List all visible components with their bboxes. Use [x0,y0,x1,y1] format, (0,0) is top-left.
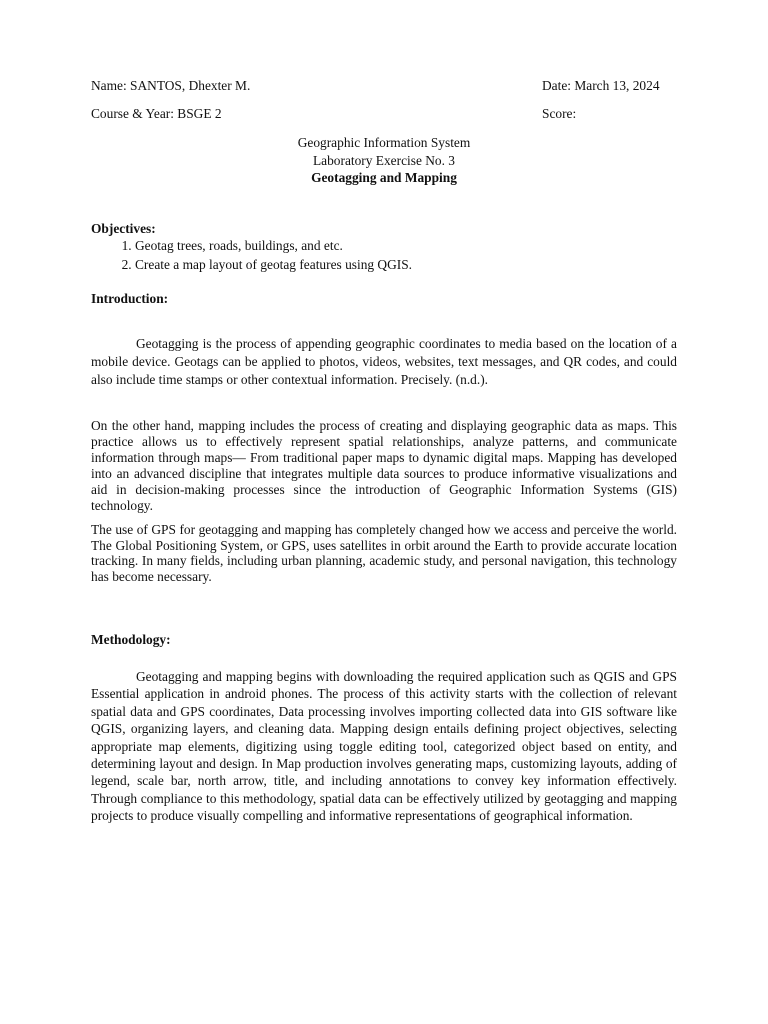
objectives-list [91,236,695,274]
exercise-date: Date: March 13, 2024 [542,78,660,93]
methodology-paragraph: Geotagging and mapping begins with downloading the required application such as QGIS and GPS Essential application in android phones. The process of this activity starts with the collection of relevant spatial data and GPS coordinates, Data processing involves importing collected data into GIS software like QGIS, organizing layers, and cleaning data. Mapping design entails defining project objectives, selecting appropriate map elements, digitizing using toggle editing tool, categorized object based on entity, and determining layout and design. In Map production involves generating maps, customizing layouts, adding of legend, scale bar, north arrow, title, and including annotations to convey key information effectively. Through compliance to this methodology, spatial data can be effectively utilized by geotagging and mapping projects to produce visually compelling and informative representations of geographical information. [91,669,677,824]
methodology-heading: Methodology: [91,632,171,647]
objective-item: 1. Geotag trees, roads, buildings, and etc. [135,236,695,255]
objective-item: 2. Create a map layout of geotag features using QGIS. [135,255,695,274]
intro-paragraph-1: Geotagging is the process of appending geographic coordinates to media based on the location of a mobile device. Geotags can be applied to photos, videos, websites, text messages, and QR codes, and could also include time stamps or other contextual information. Precisely. (n.d.). [91,336,677,387]
score-label: Score: [542,106,577,121]
course-year: Course & Year: BSGE 2 [91,106,222,121]
intro-paragraph-2: On the other hand, mapping includes the process of creating and displaying geographic data as maps. This practice allows us to effectively represent spatial relationships, analyze patterns, and communicate information through maps— From traditional paper maps to dynamic digital maps. Mapping has developed into an advanced discipline that integrates multiple data sources to produce informative visualizations and aid in decision-making processes since the introduction of Geographic Information Systems (GIS) technology. [91,418,677,513]
exercise-title: Geotagging and Mapping [311,170,457,185]
intro-paragraph-3: The use of GPS for geotagging and mapping has completely changed how we access and perceive the world. The Global Positioning System, or GPS, uses satellites in orbit around the Earth to provide accurate location tracking. In many fields, including urban planning, academic study, and personal navigation, this technology has become necessary. [91,522,677,584]
exercise-number: Laboratory Exercise No. 3 [312,153,456,168]
subject-title: Geographic Information System [297,135,471,150]
objectives-heading: Objectives: [91,221,156,236]
introduction-heading: Introduction: [91,291,169,306]
student-name: Name: SANTOS, Dhexter M. [91,78,251,93]
